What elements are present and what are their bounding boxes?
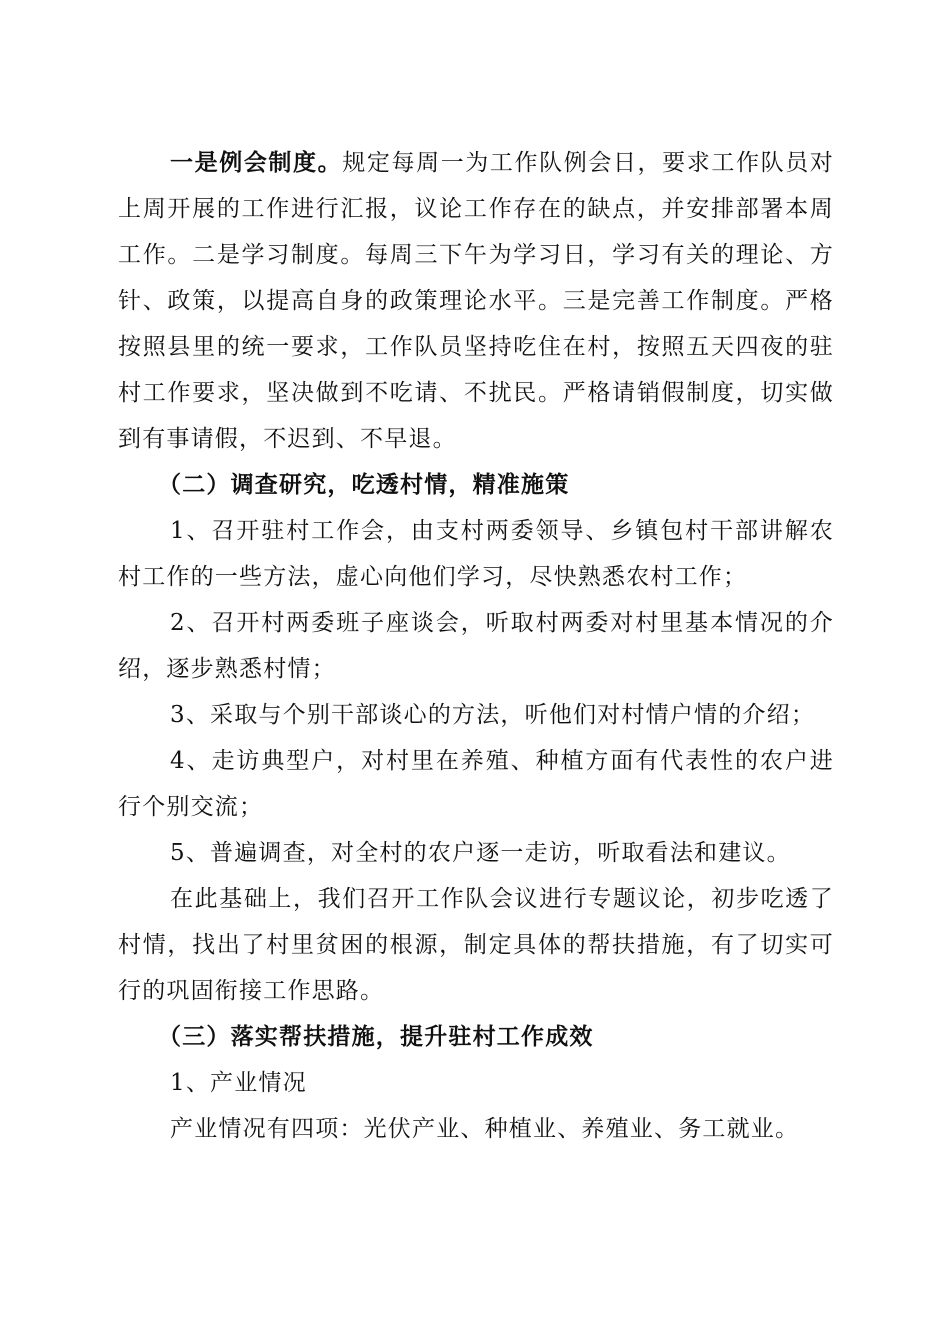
document-body [118, 140, 834, 1152]
section-heading-investigation: （二）调查研究，吃透村情，精准施策 [158, 471, 570, 498]
section-heading-measures: （三）落实帮扶措施，提升驻村工作成效 [158, 1023, 594, 1050]
list-item-3: 3、采取与个别干部谈心的方法，听他们对村情户情的介绍； [170, 702, 816, 728]
paragraph-text: 规定每周一为工作队例会日，要求工作队员对上周开展的工作进行汇报，议论工作存在的缺点，并安排部署本周工作。二是学习制度。每周三下午为学习日，学习有关的理论、方针、政策，以提高自身的政策理论水平。三是完善工作制度。严格按照县里的统一要求，工作队员坚持吃住在村，按照五天四夜的驻村工作要求，坚决做到不吃请、不扰民。严格请销假制度，切实做到有事请假，不迟到、不早退。 [118, 150, 835, 452]
list-item-5: 5、普遍调查，对全村的农户逐一走访，听取看法和建议。 [170, 840, 791, 866]
list-item-1: 1、召开驻村工作会，由支村两委领导、乡镇包村干部讲解农村工作的一些方法，虚心向他们学习，尽快熟悉农村工作； [118, 518, 834, 590]
paragraph-industry: 产业情况有四项：光伏产业、种植业、养殖业、务工就业。 [170, 1116, 800, 1142]
list-item-4: 4、走访典型户，对村里在养殖、种植方面有代表性的农户进行个别交流； [118, 748, 834, 820]
paragraph-lead-bold: 一是例会制度。 [170, 149, 343, 176]
subheading-industry: 1、产业情况 [170, 1070, 307, 1096]
list-item-2: 2、召开村两委班子座谈会，听取村两委对村里基本情况的介绍，逐步熟悉村情； [118, 610, 834, 682]
paragraph-meeting-system [118, 140, 834, 462]
paragraph-summary: 在此基础上，我们召开工作队会议进行专题议论，初步吃透了村情，找出了村里贫困的根源，制定具体的帮扶措施，有了切实可行的巩固衔接工作思路。 [118, 886, 834, 1004]
